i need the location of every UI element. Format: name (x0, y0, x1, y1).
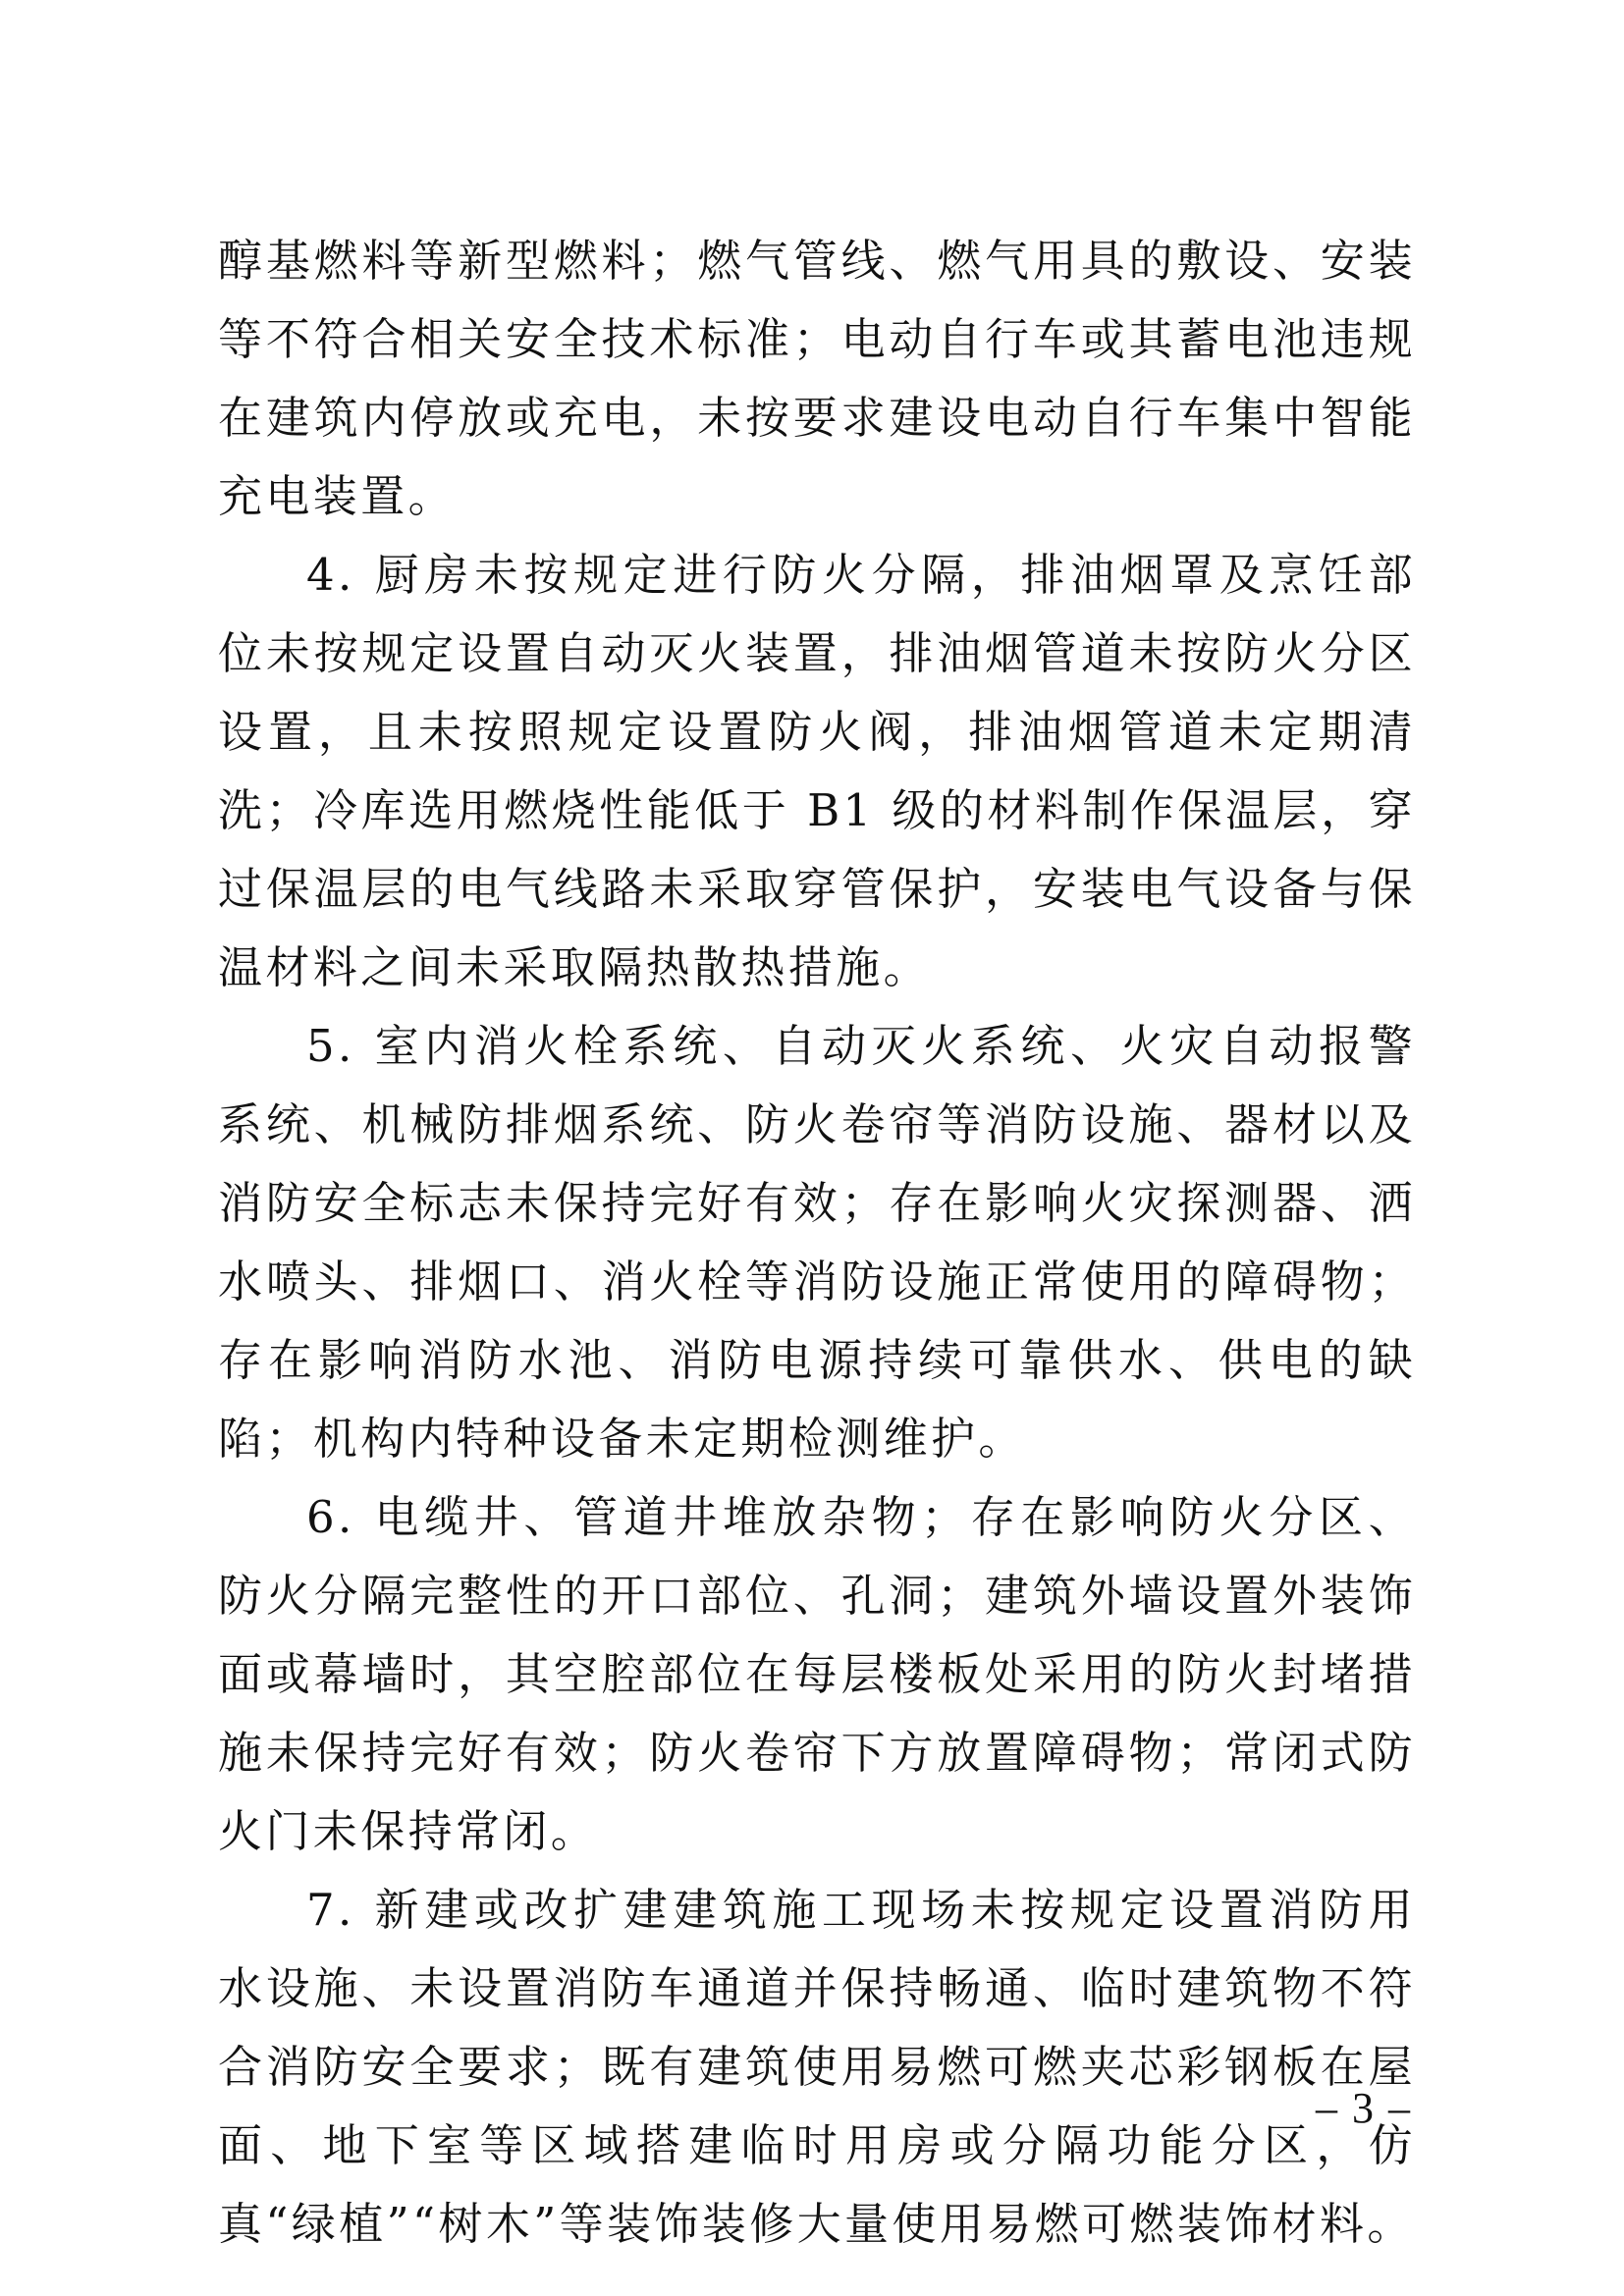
body-text (218, 222, 1416, 2264)
paragraph-continuation: 醇基燃料等新型燃料；燃气管线、燃气用具的敷设、安装等不符合相关安全技术标准；电动自行车或其蓄电池违规在建筑内停放或充电，未按要求建设电动自行车集中智能充电装置。 (218, 235, 1416, 522)
page-number: – 3 – (1316, 2084, 1412, 2132)
paragraph-item-6: 6. 电缆井、管道井堆放杂物；存在影响防火分区、防火分隔完整性的开口部位、孔洞；建筑外墙设置外装饰面或幕墙时，其空腔部位在每层楼板处采用的防火封堵措施未保持完好有效；防火卷帘下方放置障碍物；常闭式防火门未保持常闭。 (218, 1491, 1416, 1857)
paragraph-item-5: 5. 室内消火栓系统、自动灭火系统、火灾自动报警系统、机械防排烟系统、防火卷帘等消防设施、器材以及消防安全标志未保持完好有效；存在影响火灾探测器、洒水喷头、排烟口、消火栓等消防设施正常使用的障碍物；存在影响消防水池、消防电源持续可靠供水、供电的缺陷；机构内特种设备未定期检测维护。 (218, 1020, 1416, 1465)
paragraph-item-7: 7. 新建或改扩建建筑施工现场未按规定设置消防用水设施、未设置消防车通道并保持畅通、临时建筑物不符合消防安全要求；既有建筑使用易燃可燃夹芯彩钢板在屋面、地下室等区域搭建临时用房或分隔功能分区，仿真“绿植”“树木”等装饰装修大量使用易燃可燃装饰材料。 (218, 1884, 1416, 2250)
paragraph-item-4: 4. 厨房未按规定进行防火分隔，排油烟罩及烹饪部位未按规定设置自动灭火装置，排油烟管道未按防火分区设置，且未按照规定设置防火阀，排油烟管道未定期清洗；冷库选用燃烧性能低于 B1 级的材料制作保温层，穿过保温层的电气线路未采取穿管保护，安装电气设备与保温材料之间未采取隔热散热措施。 (218, 549, 1416, 993)
